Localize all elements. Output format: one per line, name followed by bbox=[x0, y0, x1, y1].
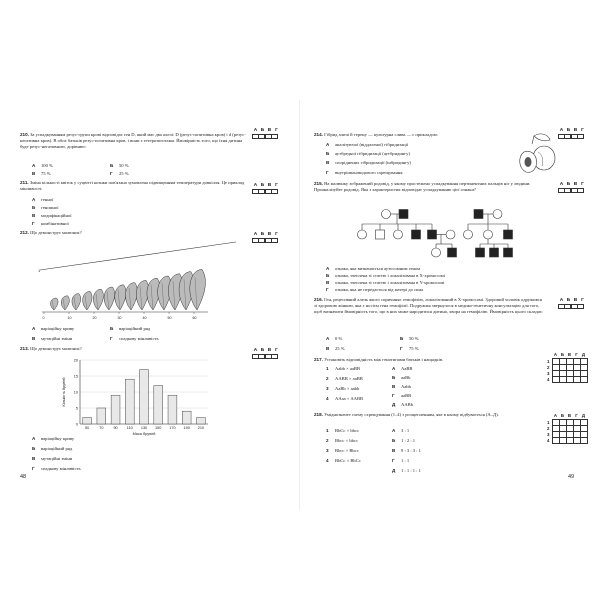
option-a[interactable]: А 0 % bbox=[326, 336, 343, 341]
y-axis-label: Кількість бруней bbox=[62, 377, 66, 407]
plum-fruit-illustration bbox=[514, 130, 558, 176]
match-right-a: А AaBB bbox=[392, 366, 413, 371]
y-tick-label: 10 bbox=[73, 390, 78, 395]
pedigree-diagram bbox=[340, 200, 540, 260]
seed-pod-shape bbox=[72, 294, 81, 310]
question-number: 210. bbox=[20, 132, 29, 137]
question-text: За успадкуванням резус-групи крові відповідає ген D, який має два алелі: D (резус-позитивна кров) і d (резус-негативна кров). В обох батьків резус-позитивна кров, і вони є гетерозиготами. Ймовірність того, що їхня дитина буде резус-негативною, дорівнює: bbox=[20, 132, 246, 149]
y-tick-label: 15 bbox=[73, 374, 78, 379]
option-a[interactable]: А варіаційну криву bbox=[32, 436, 75, 441]
x-axis-label: Маса бруней bbox=[132, 432, 156, 436]
option-b[interactable]: Б варіаційний ряд bbox=[32, 446, 73, 451]
answer-boxes-216[interactable]: А Б В Г bbox=[558, 298, 586, 309]
question-214: 214. Гібрид аличі й терену — культурна слива — є прикладом: bbox=[314, 132, 438, 137]
answer-grid-217[interactable]: А Б В Г Д 1 2 3 4 bbox=[547, 352, 586, 382]
histogram-bar bbox=[154, 386, 163, 424]
match-right-b: Б aaBb bbox=[392, 375, 411, 380]
match-right-a: А 3 : 1 bbox=[392, 428, 410, 433]
answer-boxes-213[interactable]: А Б В Г bbox=[252, 348, 280, 359]
option-b[interactable]: Б варіаційний ряд bbox=[110, 326, 151, 331]
match-right-d: Д 1 : 1 : 1 : 1 bbox=[392, 468, 421, 473]
y-tick-label: 0 bbox=[75, 422, 78, 427]
option-v[interactable]: В 25 % bbox=[326, 346, 345, 351]
y-tick-label: 5 bbox=[75, 406, 78, 411]
scale-tick-label: 40 bbox=[142, 316, 147, 320]
question-number: 212. bbox=[20, 230, 29, 235]
option-g[interactable]: Г внутрішньовидового схрещування bbox=[326, 170, 403, 175]
option-a[interactable]: А аналізуючої (віддаленої) гібридизації bbox=[326, 142, 409, 147]
answer-boxes-211[interactable]: А Б В Г bbox=[252, 183, 280, 194]
x-tick-label: 110 bbox=[126, 426, 133, 430]
scale-tick-label: 50 bbox=[167, 316, 172, 320]
option-b[interactable]: Б ознака, зчеплена зі статтю і локалізована в Х-хромосомі bbox=[326, 273, 445, 278]
option-v[interactable]: В мутаційні зміни bbox=[32, 456, 73, 461]
scale-tick-label: 10 bbox=[67, 316, 72, 320]
option-a[interactable]: А 100 % bbox=[32, 163, 53, 168]
option-v[interactable]: В мутаційні зміни bbox=[32, 336, 73, 341]
match-right-d: Д AABb bbox=[392, 402, 413, 407]
seed-pod-shape bbox=[115, 285, 126, 310]
option-v[interactable]: В модифікаційної bbox=[32, 213, 72, 218]
match-right-b: Б 1 : 2 : 1 bbox=[392, 438, 416, 443]
question-text: Що демонструє малюнок? bbox=[30, 230, 82, 235]
option-v[interactable]: В 75 % bbox=[32, 171, 51, 176]
option-b[interactable]: Б аутбредної гібридизації (аутбридингу) bbox=[326, 151, 410, 156]
variation-series-illustration bbox=[38, 240, 238, 320]
histogram-bar bbox=[97, 408, 106, 424]
x-tick-label: 50 bbox=[84, 426, 90, 430]
option-g[interactable]: Г спадкову мінливість bbox=[110, 336, 159, 341]
page-number-right: 49 bbox=[568, 474, 575, 480]
histogram-chart bbox=[58, 356, 218, 440]
x-tick-label: 210 bbox=[197, 426, 205, 430]
scale-tick-label: 20 bbox=[92, 316, 97, 320]
histogram-bar bbox=[196, 418, 205, 424]
match-left-2: 2 Bbcc × bbcc bbox=[326, 438, 358, 443]
match-left-3: 3 AaBb × aabb bbox=[326, 386, 360, 391]
page-number-left: 48 bbox=[20, 474, 27, 480]
histogram-bar bbox=[111, 395, 120, 424]
histogram-bar bbox=[140, 370, 149, 424]
answer-boxes-210[interactable]: А Б В Г bbox=[252, 128, 280, 139]
histogram-bar bbox=[83, 418, 92, 424]
scale-tick-label: 30 bbox=[117, 316, 122, 320]
question-text: Зміна кількості квіток у суцвітті кознки пов'язана зумовлена підвищенням температури довкілля. Це приклад мінливості: bbox=[20, 180, 245, 191]
answer-boxes-212[interactable]: А Б В Г bbox=[252, 232, 280, 243]
scale-tick-label: 60 bbox=[192, 316, 197, 320]
answer-grid-218[interactable]: А Б В Г Д 1 2 3 4 bbox=[547, 413, 586, 443]
question-213 bbox=[20, 346, 248, 352]
question-212 bbox=[20, 230, 248, 236]
match-right-v: В Aabb bbox=[392, 384, 411, 389]
question-216: 216. Ген, рецесивний алель якого спричиняє гемофілію, локалізований в Х-хромосомі. Здоровий чоловік одружився зі здоровою жінкою, яка є носієм гена гемофілії. Подружжя звернулося в медико-генетичну консультацію для того, щоб визначити ймовірність того, що в них може народитися дитина, хвора на гемофілію. Ймовірність цього складає: bbox=[314, 297, 544, 314]
answer-boxes-215[interactable]: А Б В Г bbox=[558, 182, 586, 193]
question-215: 215. На малюнку зображений родовід, у якому простежено успадкування пертинентних пальців ніг у людини. Проаналізуйте родовід. Яка з характеристик відповідає успадкуванню цієї ознаки? bbox=[314, 181, 531, 192]
x-tick-label: 130 bbox=[140, 426, 148, 430]
right-page bbox=[300, 0, 600, 600]
histogram-bar bbox=[168, 395, 177, 424]
histogram-bar bbox=[182, 411, 191, 424]
option-g[interactable]: Г 25 % bbox=[110, 171, 129, 176]
question-210 bbox=[20, 132, 248, 150]
scale-ticks bbox=[43, 312, 197, 320]
x-tick-label: 70 bbox=[99, 426, 104, 430]
seed-pod-shape bbox=[51, 298, 59, 310]
option-b[interactable]: Б 50 % bbox=[400, 336, 419, 341]
question-number: 211. bbox=[20, 180, 29, 185]
match-left-3: 3 Bbcc × Bbcc bbox=[326, 448, 359, 453]
match-right-g: Г aaBB bbox=[392, 393, 412, 398]
x-tick-label: 190 bbox=[183, 426, 190, 430]
histogram-bar bbox=[125, 379, 134, 424]
seed-pod-shape bbox=[61, 296, 69, 310]
option-g[interactable]: Г комбінативної bbox=[32, 221, 69, 226]
figure-label-1: 1 bbox=[38, 268, 41, 273]
trend-line bbox=[40, 242, 236, 270]
option-b[interactable]: Б 50 % bbox=[110, 163, 129, 168]
question-number: 213. bbox=[20, 346, 29, 351]
seed-pod-shape bbox=[83, 291, 92, 310]
match-left-2: 2 AABB × aaBB bbox=[326, 376, 363, 381]
option-v[interactable]: В ознака, зчеплена зі статтю і локалізована в Y-хромосомі bbox=[326, 280, 445, 285]
seed-pod-shape bbox=[104, 287, 115, 310]
x-tick-label: 90 bbox=[113, 426, 118, 430]
option-v[interactable]: В споріднених гібридизації (інбридингу) bbox=[326, 160, 411, 165]
option-g[interactable]: Г ознака, яка не передається від матері до сина bbox=[326, 287, 424, 292]
match-right-v: В 9 : 3 : 3 : 1 bbox=[392, 448, 421, 453]
option-g[interactable]: Г 75 % bbox=[400, 346, 419, 351]
match-left-4: 4 BbCc × BbCc bbox=[326, 458, 361, 463]
pod-shapes bbox=[51, 269, 206, 310]
match-left-1: 1 BbCc × bbcc bbox=[326, 428, 360, 433]
seed-pod-shape bbox=[125, 283, 137, 310]
option-a[interactable]: А варіаційну криву bbox=[32, 326, 75, 331]
option-a[interactable]: А генної bbox=[32, 197, 54, 202]
option-b[interactable]: Б геномної bbox=[32, 205, 59, 210]
question-217: 217. Установіть відповідність між генотипами батьків і нащадків. bbox=[314, 357, 444, 362]
match-left-4: 4 AAaa × AABB bbox=[326, 396, 364, 401]
y-tick-label: 20 bbox=[73, 358, 78, 363]
question-218: 218. Уміднозначте схему схрещування (1–4) з розщепленням, яке в ньому відбувається (А–Д). bbox=[314, 412, 499, 417]
seed-pod-shape bbox=[93, 289, 103, 310]
option-a[interactable]: А ознака, яка визначається аутосомним геном bbox=[326, 266, 421, 271]
scale-tick-label: 0 bbox=[42, 316, 45, 320]
question-text: Що демонструє малюнок? bbox=[30, 346, 82, 351]
x-tick-label: 150 bbox=[155, 426, 162, 430]
match-left-1: 1 Aаbb × aaBB bbox=[326, 366, 361, 371]
answer-boxes-214[interactable]: А Б В Г bbox=[558, 128, 586, 139]
match-right-g: Г 1 : 1 bbox=[392, 458, 410, 463]
option-g[interactable]: Г спадкову мінливість bbox=[32, 466, 81, 471]
question-211 bbox=[20, 180, 248, 192]
x-tick-label: 170 bbox=[169, 426, 176, 430]
